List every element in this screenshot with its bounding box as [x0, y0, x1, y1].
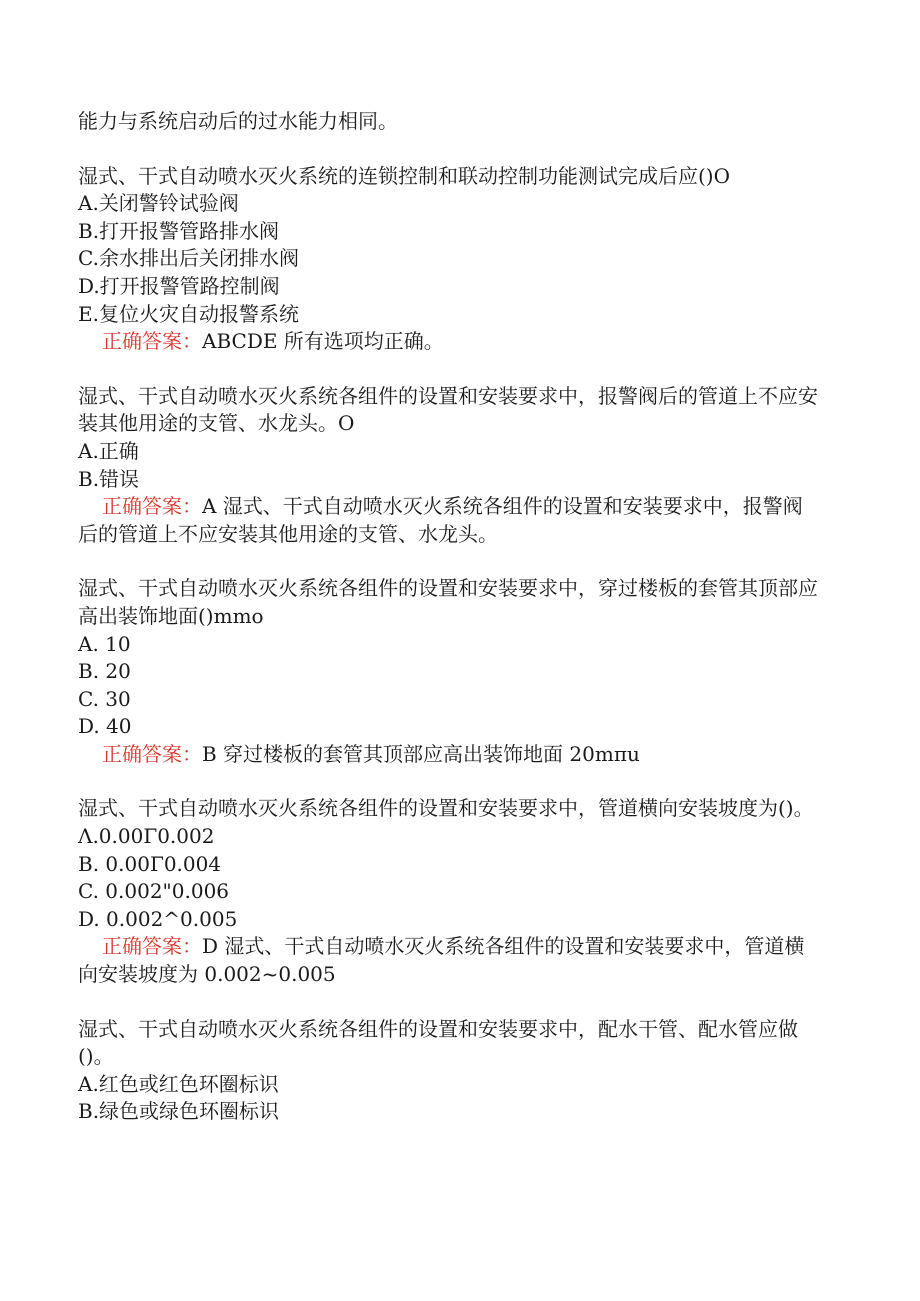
- answer-label: 正确答案：: [102, 329, 202, 354]
- option-item: A.红色或红色环圈标识: [78, 1071, 279, 1096]
- option-item: D. 0.002^0.005: [78, 906, 238, 931]
- option-list: [78, 190, 820, 328]
- question-block: [78, 575, 820, 768]
- answer-text: B 穿过楼板的套管其顶部应高出装饰地面 20mπu: [202, 741, 640, 766]
- option-list: [78, 823, 820, 933]
- option-item: E.复位火灾自动报警系统: [78, 301, 299, 326]
- question-text: 湿式、干式自动喷水灭火系统各组件的设置和安装要求中，管道横向安装坡度为()。: [78, 796, 814, 821]
- option-item: B.打开报警管路排水阀: [78, 218, 280, 243]
- answer-text: A 湿式、干式自动喷水灭火系统各组件的设置和安装要求中，报警阀后的管道上不应安装其他用途的支管、水龙头。: [78, 494, 803, 546]
- option-item: A.正确: [78, 438, 139, 463]
- option-item: A. 10: [78, 631, 131, 656]
- option-item: C. 30: [78, 686, 131, 711]
- option-item: D.打开报警管路控制阀: [78, 273, 280, 298]
- option-item: B.绿色或绿色环圈标识: [78, 1099, 280, 1124]
- option-item: B. 0.00Γ0.004: [78, 851, 222, 876]
- option-item: D. 40: [78, 714, 132, 739]
- answer-label: 正确答案：: [102, 741, 202, 766]
- answer-text: ABCDE 所有选项均正确。: [202, 329, 444, 354]
- option-item: B.错误: [78, 466, 140, 491]
- answer-text: D 湿式、干式自动喷水灭火系统各组件的设置和安装要求中，管道横向安装坡度为 0.002~0.005: [78, 934, 805, 987]
- option-item: C.余水排出后关闭排水阀: [78, 246, 299, 271]
- option-list: [78, 1071, 820, 1126]
- answer-line: [78, 328, 820, 356]
- option-item: A.关闭警铃试验阀: [78, 191, 239, 216]
- question-text: 湿式、干式自动喷水灭火系统各组件的设置和安装要求中，穿过楼板的套管其顶部应高出装饰地面()mmo: [78, 576, 818, 628]
- question-block: [78, 163, 820, 356]
- question-text: 湿式、干式自动喷水灭火系统各组件的设置和安装要求中，报警阀后的管道上不应安装其他用途的支管、水龙头。O: [78, 383, 818, 436]
- option-list: [78, 631, 820, 741]
- answer-label: 正确答案：: [102, 494, 202, 519]
- question-text: 湿式、干式自动喷水灭火系统的连锁控制和联动控制功能测试完成后应()O: [78, 163, 731, 188]
- answer-line: [78, 741, 820, 769]
- answer-line: [78, 933, 820, 988]
- option-item: C. 0.002"0.006: [78, 879, 230, 904]
- question-block: [78, 383, 820, 549]
- option-item: Λ.0.00Γ0.002: [78, 824, 215, 849]
- answer-label: 正确答案：: [102, 934, 202, 959]
- intro-paragraph: 能力与系统启动后的过水能力相同。: [78, 109, 398, 133]
- question-text: 湿式、干式自动喷水灭火系统各组件的设置和安装要求中，配水干管、配水管应做()。: [78, 1016, 798, 1069]
- question-block: [78, 795, 820, 988]
- question-list: [78, 163, 820, 1126]
- document-page: [78, 108, 820, 1153]
- option-list: [78, 438, 820, 493]
- question-block: [78, 1016, 820, 1126]
- answer-line: [78, 493, 820, 548]
- option-item: B. 20: [78, 659, 131, 684]
